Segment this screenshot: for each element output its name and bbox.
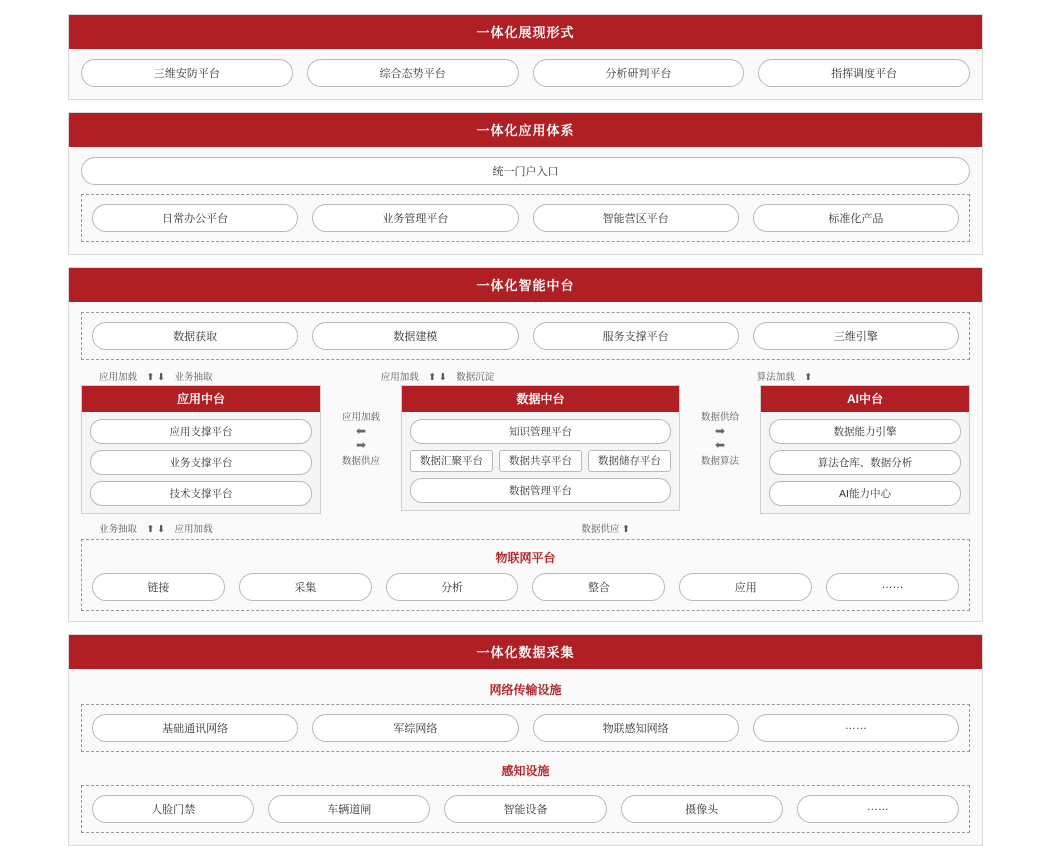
iot-item-5[interactable]: 应用 <box>679 573 812 601</box>
middle-arrows-bottom <box>81 521 970 535</box>
iot-item-row <box>92 573 959 601</box>
data-center-title: 数据中台 <box>402 386 679 412</box>
app-center-item-1[interactable]: 应用支撑平台 <box>90 419 312 444</box>
connector-right-top-label: 数据供给 <box>700 412 739 423</box>
application-item-row <box>92 204 959 232</box>
app-center-items <box>82 412 320 513</box>
network-items-group <box>81 704 970 752</box>
app-center-title: 应用中台 <box>82 386 320 412</box>
arrow-right-icon: ➡ <box>355 438 367 452</box>
arrow-label-top-left: 应用加载 ⬆ ⬇ 业务抽取 <box>99 372 213 383</box>
data-center-triple-3[interactable]: 数据储存平台 <box>588 450 671 472</box>
section-display-body <box>69 49 982 99</box>
arrow-right-icon-2: ➡ <box>714 424 726 438</box>
arrow-left-icon-2: ⬅ <box>714 438 726 452</box>
section-collection-body <box>69 669 982 845</box>
data-center-items <box>402 412 679 510</box>
arrow-left-icon: ⬅ <box>355 424 367 438</box>
connector-data-to-ai <box>680 385 760 467</box>
middle-arrows-top <box>81 369 970 383</box>
data-center-top-item[interactable]: 知识管理平台 <box>410 419 671 444</box>
display-item-row <box>81 59 970 87</box>
network-sub-title: 网络传输设施 <box>489 683 562 697</box>
connector-app-to-data <box>321 385 401 467</box>
ai-center-title: AI中台 <box>761 386 969 412</box>
application-item-2[interactable]: 业务管理平台 <box>312 204 518 232</box>
data-center-triple-row <box>410 450 671 472</box>
arrow-label-bottom-mid: 数据供应 ⬆ <box>581 524 631 535</box>
sensing-item-3[interactable]: 智能设备 <box>444 795 606 823</box>
sensing-item-5[interactable]: …… <box>797 795 959 823</box>
app-center-item-2[interactable]: 业务支撑平台 <box>90 450 312 475</box>
middle-top-row <box>92 322 959 350</box>
section-middle-platform <box>68 267 983 622</box>
section-display <box>68 14 983 100</box>
unified-portal[interactable]: 统一门户入口 <box>81 157 970 185</box>
application-item-4[interactable]: 标准化产品 <box>753 204 959 232</box>
arrow-label-bottom-left: 业务抽取 ⬆ ⬇ 应用加载 <box>99 524 213 535</box>
application-items-group <box>81 194 970 242</box>
middle-columns <box>81 385 970 514</box>
connector-right-bottom-label: 数据算法 <box>700 456 739 467</box>
connector-left-bottom-label: 数据供应 <box>341 456 380 467</box>
display-item-1[interactable]: 三维安防平台 <box>81 59 293 87</box>
sensing-group <box>81 762 970 833</box>
iot-item-1[interactable]: 链接 <box>92 573 225 601</box>
iot-item-3[interactable]: 分析 <box>386 573 519 601</box>
ai-center-item-2[interactable]: 算法仓库、数据分析 <box>769 450 961 475</box>
middle-top-item-3[interactable]: 服务支撑平台 <box>533 322 739 350</box>
ai-center-item-1[interactable]: 数据能力引擎 <box>769 419 961 444</box>
iot-title: 物联网平台 <box>495 551 556 565</box>
ai-center-item-3[interactable]: AI能力中心 <box>769 481 961 506</box>
sensing-item-2[interactable]: 车辆道闸 <box>268 795 430 823</box>
app-center-item-3[interactable]: 技术支撑平台 <box>90 481 312 506</box>
application-item-1[interactable]: 日常办公平台 <box>92 204 298 232</box>
network-item-row <box>92 714 959 742</box>
sensing-sub-title: 感知设施 <box>501 764 550 778</box>
arrow-label-top-right: 算法加载 ⬆ <box>756 372 813 383</box>
application-item-3[interactable]: 智能营区平台 <box>533 204 739 232</box>
data-center-bottom-item[interactable]: 数据管理平台 <box>410 478 671 503</box>
display-item-3[interactable]: 分析研判平台 <box>533 59 745 87</box>
ai-center-box <box>760 385 970 514</box>
network-item-4[interactable]: …… <box>753 714 959 742</box>
sensing-item-4[interactable]: 摄像头 <box>621 795 783 823</box>
connector-left-top-label: 应用加载 <box>341 412 380 423</box>
data-center-box <box>401 385 680 511</box>
section-application <box>68 112 983 255</box>
display-item-2[interactable]: 综合态势平台 <box>307 59 519 87</box>
arrow-label-top-mid: 应用加载 ⬆ ⬇ 数据沉淀 <box>380 372 495 383</box>
sensing-items-group <box>81 785 970 833</box>
network-group <box>81 681 970 752</box>
data-center-triple-1[interactable]: 数据汇聚平台 <box>410 450 493 472</box>
display-item-4[interactable]: 指挥调度平台 <box>758 59 970 87</box>
middle-top-item-2[interactable]: 数据建模 <box>312 322 518 350</box>
section-middle-body <box>69 302 982 621</box>
data-center-triple-2[interactable]: 数据共享平台 <box>499 450 582 472</box>
ai-center-items <box>761 412 969 513</box>
section-application-title: 一体化应用体系 <box>69 113 982 147</box>
section-collection <box>68 634 983 846</box>
section-collection-title: 一体化数据采集 <box>69 635 982 669</box>
sensing-item-row <box>92 795 959 823</box>
network-item-2[interactable]: 军综网络 <box>312 714 518 742</box>
section-application-body <box>69 147 982 254</box>
app-center-box <box>81 385 321 514</box>
network-item-3[interactable]: 物联感知网络 <box>533 714 739 742</box>
middle-top-group <box>81 312 970 360</box>
sensing-item-1[interactable]: 人脸门禁 <box>92 795 254 823</box>
iot-item-4[interactable]: 整合 <box>532 573 665 601</box>
network-item-1[interactable]: 基础通讯网络 <box>92 714 298 742</box>
section-display-title: 一体化展现形式 <box>69 15 982 49</box>
iot-group <box>81 539 970 611</box>
middle-top-item-4[interactable]: 三维引擎 <box>753 322 959 350</box>
iot-item-2[interactable]: 采集 <box>239 573 372 601</box>
iot-item-6[interactable]: …… <box>826 573 959 601</box>
section-middle-title: 一体化智能中台 <box>69 268 982 302</box>
middle-top-item-1[interactable]: 数据获取 <box>92 322 298 350</box>
